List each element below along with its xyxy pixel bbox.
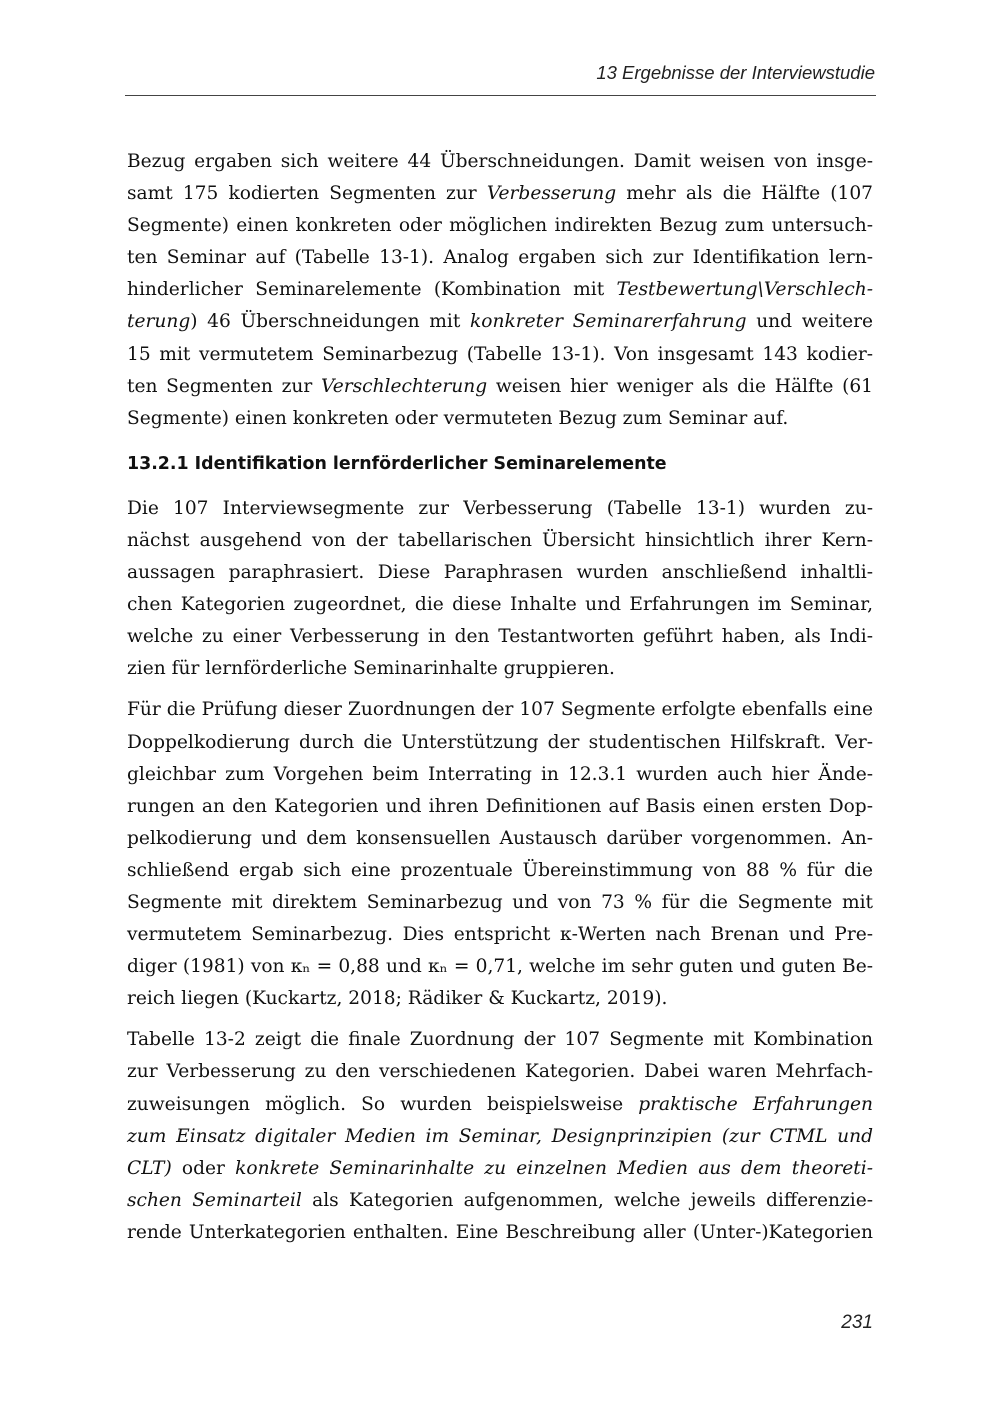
- text-line: vermutetem Seminarbezug. Dies entspricht κ-Werten nach Brenan und Pre-: [127, 924, 873, 946]
- text-line: nächst ausgehend von der tabellarischen Übersicht hinsichtlich ihrer Kern-: [127, 529, 873, 551]
- text-line: hinderlicher Seminarelemente (Kombination mit Testbewertung\Verschlech-: [127, 279, 873, 301]
- text-line: Die 107 Interviewsegmente zur Verbesserung (Tabelle 13-1) wurden zu-: [127, 497, 873, 519]
- text-line: diger (1981) von κₙ = 0,88 und κₙ = 0,71, welche im sehr guten und guten Be-: [127, 956, 873, 978]
- paragraph-4: [127, 1024, 873, 1249]
- text-line: schließend ergab sich eine prozentuale Übereinstimmung von 88 % für die: [127, 859, 873, 881]
- text-line: Bezug ergaben sich weitere 44 Überschneidungen. Damit weisen von insge-: [127, 151, 873, 172]
- text-line: reich liegen (Kuckartz, 2018; Rädiker & Kuckartz, 2019).: [127, 988, 668, 1010]
- text-line: pelkodierung und dem konsensuellen Austausch darüber vorgenommen. An-: [127, 827, 873, 849]
- text-line: welche zu einer Verbesserung in den Testantworten geführt haben, als Indi-: [127, 626, 873, 648]
- text-line: terung) 46 Überschneidungen mit konkreter Seminarerfahrung und weitere: [127, 311, 873, 333]
- page-number: 231: [841, 1312, 873, 1333]
- paragraph-3: [127, 694, 873, 1015]
- header-rule: [125, 95, 876, 96]
- text-line: rende Unterkategorien enthalten. Eine Beschreibung aller (Unter-)Kategorien: [127, 1221, 873, 1243]
- body-text: [127, 146, 873, 1249]
- text-line: samt 175 kodierten Segmenten zur Verbesserung mehr als die Hälfte (107: [127, 183, 874, 205]
- text-line: CLT) oder konkrete Seminarinhalte zu einzelnen Medien aus dem theoreti-: [127, 1157, 874, 1179]
- text-line: Segmente) einen konkreten oder möglichen indirekten Bezug zum untersuch-: [127, 215, 873, 237]
- text-line: Doppelkodierung durch die Unterstützung der studentischen Hilfskraft. Ver-: [127, 731, 873, 753]
- paragraph-1: [127, 146, 873, 435]
- text-line: 15 mit vermutetem Seminarbezug (Tabelle 13-1). Von insgesamt 143 kodier-: [127, 343, 873, 365]
- text-line: Segmente) einen konkreten oder vermuteten Bezug zum Seminar auf.: [127, 407, 789, 429]
- text-line: Tabelle 13-2 zeigt die finale Zuordnung der 107 Segmente mit Kombination: [127, 1029, 873, 1051]
- paragraph-2: [127, 493, 873, 686]
- text-line: ten Seminar auf (Tabelle 13-1). Analog ergaben sich zur Identifikation lern-: [127, 247, 873, 269]
- text-line: gleichbar zum Vorgehen beim Interrating in 12.3.1 wurden auch hier Ände-: [127, 763, 873, 785]
- running-header: 13 Ergebnisse der Interviewstudie: [596, 62, 875, 83]
- text-line: Segmente mit direktem Seminarbezug und von 73 % für die Segmente mit: [127, 891, 873, 913]
- text-line: rungen an den Kategorien und ihren Definitionen auf Basis einen ersten Dop-: [127, 795, 873, 817]
- text-line: schen Seminarteil als Kategorien aufgenommen, welche jeweils differenzie-: [127, 1189, 873, 1211]
- section-heading: 13.2.1 Identifikation lernförderlicher Seminarelemente: [127, 453, 667, 474]
- text-line: zien für lernförderliche Seminarinhalte gruppieren.: [127, 658, 615, 680]
- text-line: aussagen paraphrasiert. Diese Paraphrasen wurden anschließend inhaltli-: [127, 562, 873, 584]
- text-line: zuweisungen möglich. So wurden beispielsweise praktische Erfahrungen: [127, 1093, 874, 1115]
- text-line: zum Einsatz digitaler Medien im Seminar, Designprinzipien (zur CTML und: [127, 1125, 873, 1147]
- text-line: ten Segmenten zur Verschlechterung weisen hier weniger als die Hälfte (61: [127, 375, 873, 397]
- text-line: zur Verbesserung zu den verschiedenen Kategorien. Dabei waren Mehrfach-: [127, 1061, 873, 1083]
- text-line: Für die Prüfung dieser Zuordnungen der 107 Segmente erfolgte ebenfalls eine: [127, 699, 873, 721]
- text-line: chen Kategorien zugeordnet, die diese Inhalte und Erfahrungen im Seminar,: [127, 594, 873, 616]
